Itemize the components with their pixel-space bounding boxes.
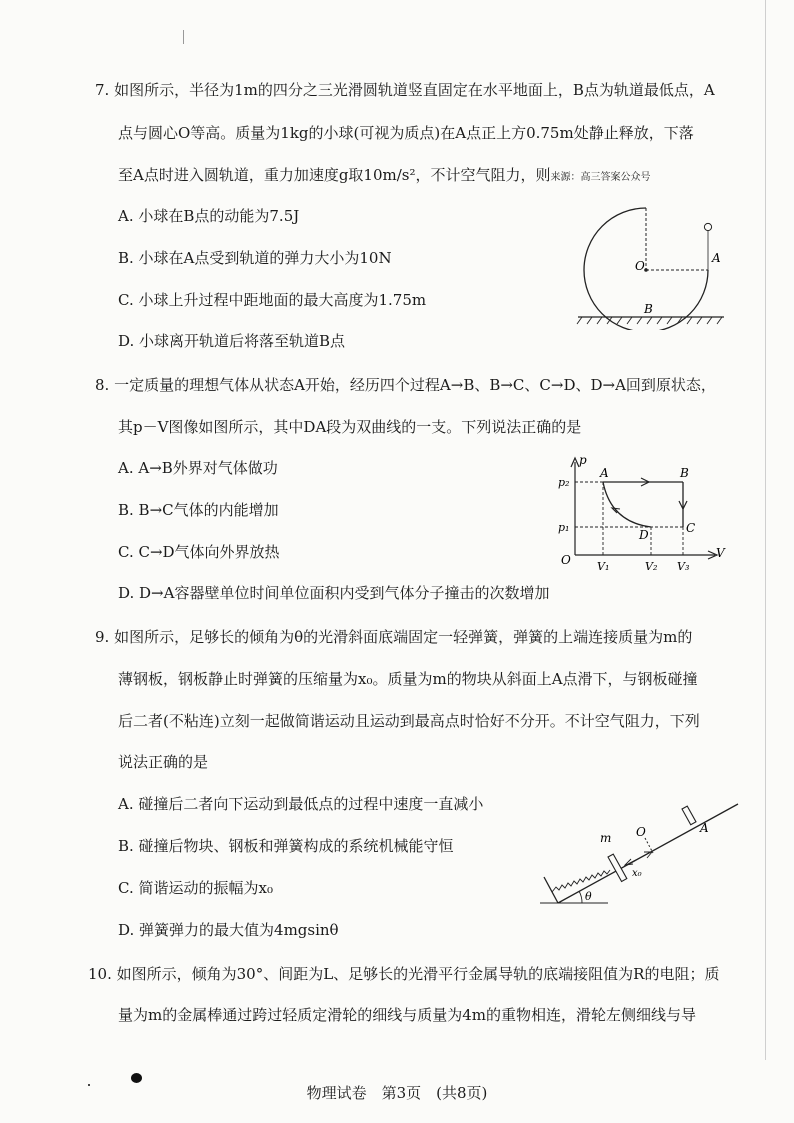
q9-option-a: A. 碰撞后二者向下运动到最低点的过程中速度一直减小 (118, 795, 484, 813)
q8-option-c: C. C→D气体向外界放热 (118, 543, 280, 561)
q9-label-m: m (600, 831, 612, 845)
q7-option-a: A. 小球在B点的动能为7.5J (118, 207, 300, 225)
q9-block (682, 806, 696, 825)
q9-x0-dim (626, 852, 651, 865)
q7-label-o: O (635, 259, 645, 273)
q10-line1: 10. 如图所示，倾角为30°、间距为L、足够长的光滑平行金属导轨的底端接阻值为R的电阻；质 (88, 965, 720, 983)
q8-origin-label: O (561, 553, 571, 567)
q8-v3-label: V₃ (677, 560, 690, 573)
scan-mark-top (183, 30, 184, 44)
q7-option-b: B. 小球在A点受到轨道的弹力大小为10N (118, 249, 392, 267)
q9-label-theta: θ (585, 890, 592, 903)
q7-ground-hatch (577, 317, 722, 324)
q9-line3: 后二者(不粘连)立刻一起做简谐运动且运动到最高点时恰好不分开。不计空气阻力，下列 (118, 712, 700, 730)
q8-v1-label: V₁ (597, 560, 610, 573)
q9-label-x0: x₀ (632, 868, 642, 879)
q9-line1: 9. 如图所示，足够长的倾角为θ的光滑斜面底端固定一轻弹簧，弹簧的上端连接质量为m的 (95, 628, 693, 646)
q8-line1: 8. 一定质量的理想气体从状态A开始，经历四个过程A→B、B→C、C→D、D→A回到原状态， (95, 376, 716, 394)
q9-steel-plate (608, 854, 627, 881)
q8-option-d: D. D→A容器壁单位时间单位面积内受到气体分子撞击的次数增加 (118, 584, 550, 602)
q9-label-o: O (636, 825, 646, 839)
q9-line2: 薄钢板，钢板静止时弹簧的压缩量为x₀。质量为m的物块从斜面上A点滑下，与钢板碰撞 (118, 670, 698, 688)
page-footer: 物理试卷 第3页 (共8页) (306, 1084, 488, 1102)
q8-process-da (603, 482, 651, 527)
q8-p2-label: p₂ (558, 476, 570, 489)
q9-line4: 说法正确的是 (118, 753, 209, 771)
q7-line3: 至A点时进入圆轨道，重力加速度g取10m/s²，不计空气阻力，则来源：高三答案公众号 (118, 166, 651, 184)
q8-v-label: V (716, 546, 725, 560)
q9-spring (552, 870, 610, 892)
q7-line1: 7. 如图所示，半径为1m的四分之三光滑圆轨道竖直固定在水平地面上，B点为轨道最低点，A (95, 81, 715, 99)
q8-label-d: D (639, 528, 649, 542)
q9-option-b: B. 碰撞后物块、钢板和弹簧构成的系统机械能守恒 (118, 837, 454, 855)
q7-figure (574, 196, 740, 330)
q7-line2: 点与圆心O等高。质量为1kg的小球(可视为质点)在A点正上方0.75m处静止释放，下落 (118, 124, 694, 142)
q10-line2: 量为m的金属棒通过跨过轻质定滑轮的细线与质量为4m的重物相连，滑轮左侧细线与导 (118, 1006, 696, 1024)
q8-pv-diagram (555, 452, 730, 577)
q8-label-a: A (600, 466, 609, 480)
q9-label-a: A (700, 821, 709, 835)
page-right-border (765, 0, 766, 1060)
q8-option-a: A. A→B外界对气体做功 (118, 459, 278, 477)
q7-label-b: B (644, 302, 653, 316)
q9-wall (544, 877, 558, 903)
q9-angle-arc (579, 891, 582, 903)
q8-label-c: C (686, 521, 696, 535)
q7-option-c: C. 小球上升过程中距地面的最大高度为1.75m (118, 291, 427, 309)
q8-v2-label: V₂ (645, 560, 658, 573)
q7-ball (704, 223, 711, 230)
q9-option-d: D. 弹簧弹力的最大值为4mgsinθ (118, 921, 339, 939)
q8-label-b: B (680, 466, 689, 480)
q9-option-c: C. 简谐运动的振幅为x₀ (118, 879, 273, 897)
q8-p-label: p (579, 453, 587, 467)
q8-line2: 其p－V图像如图所示，其中DA段为双曲线的一支。下列说法正确的是 (118, 418, 582, 436)
q8-p1-label: p₁ (558, 521, 570, 534)
q9-incline-figure (538, 790, 740, 912)
q7-source: 来源：高三答案公众号 (550, 172, 651, 183)
q8-option-b: B. B→C气体的内能增加 (118, 501, 279, 519)
q7-option-d: D. 小球离开轨道后将落至轨道B点 (118, 332, 346, 350)
q7-label-a: A (712, 251, 721, 265)
